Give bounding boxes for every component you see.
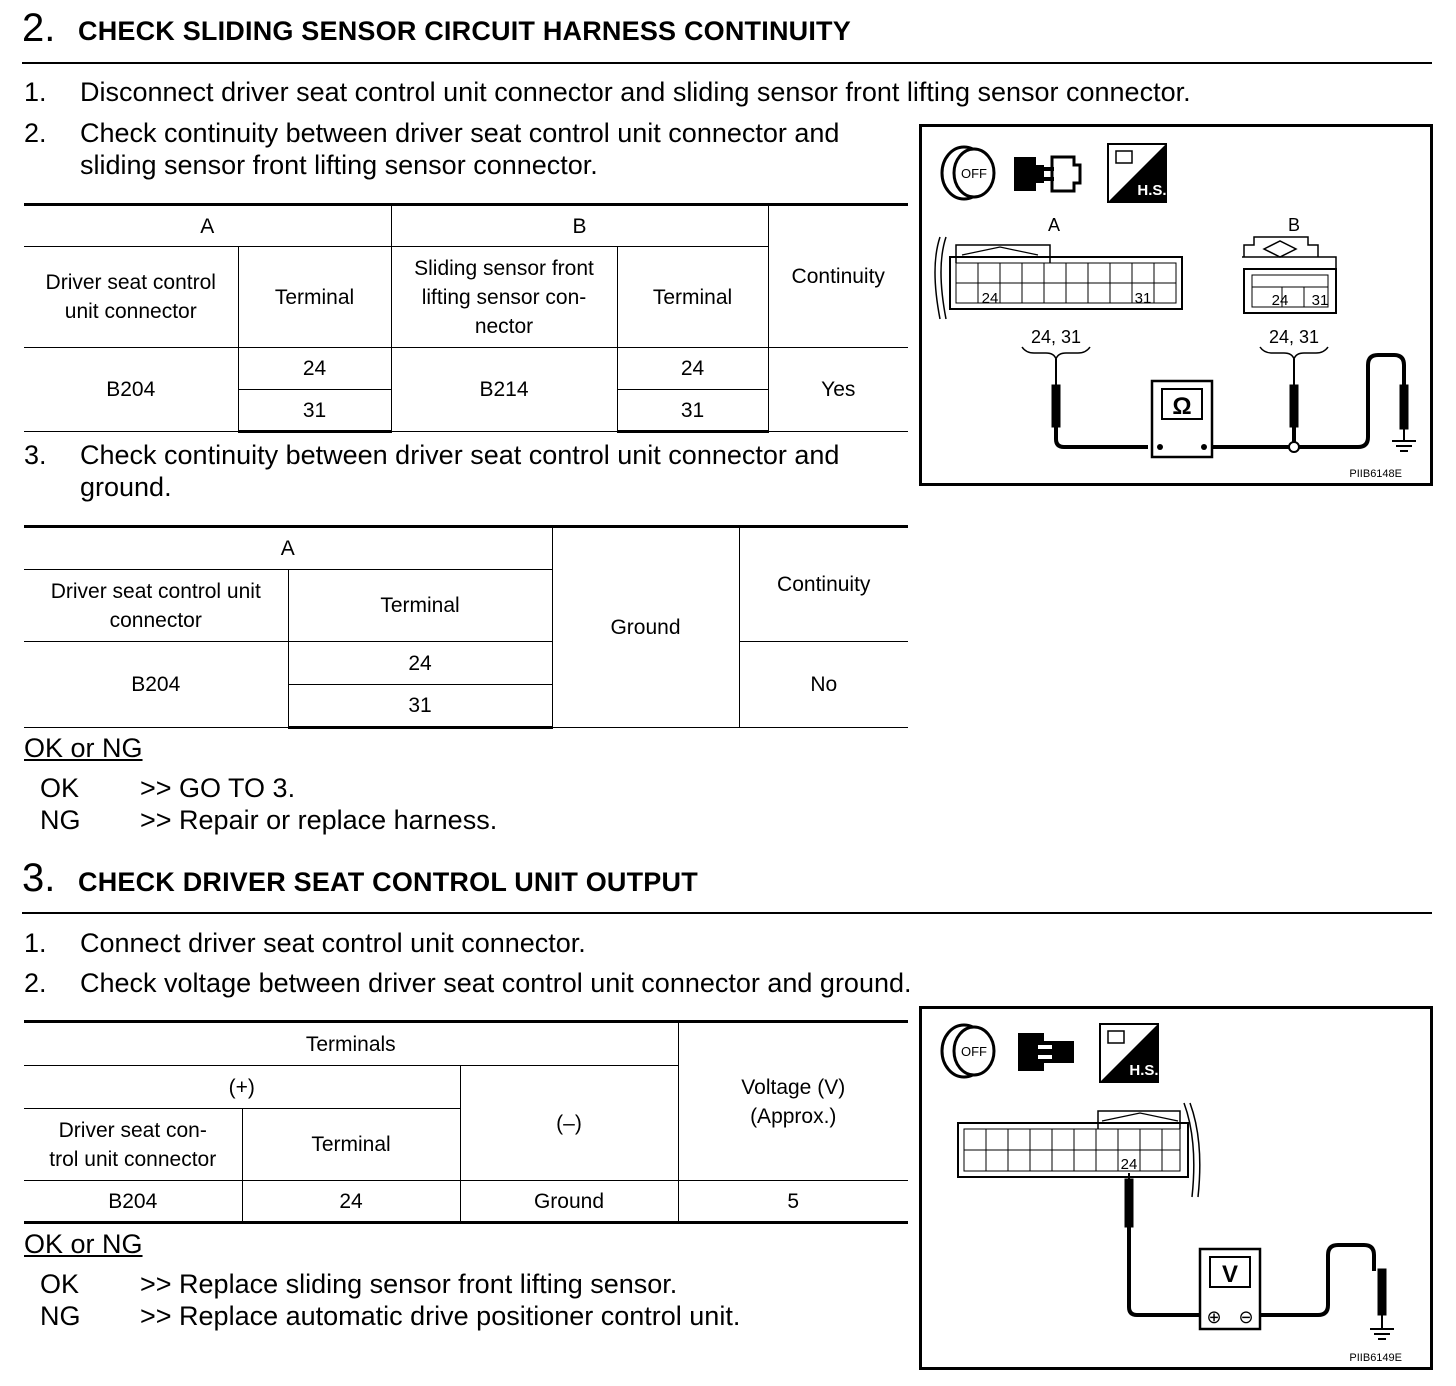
header-voltage: Voltage (V) (Approx.) <box>678 1022 908 1181</box>
harness-side-icon <box>1100 1024 1159 1082</box>
col-a-connector: Driver seat control unit connector <box>24 247 238 348</box>
item-number: 3. <box>24 440 47 470</box>
svg-text:24, 31: 24, 31 <box>1030 327 1082 347</box>
svg-text:24: 24 <box>1120 1156 1138 1173</box>
header-a: A <box>24 205 391 247</box>
item-text: Disconnect driver seat control unit connector and sliding sensor front lifting sensor connector. <box>80 77 1191 107</box>
cell-connector: B204 <box>24 642 288 728</box>
voltage-diagram <box>919 1006 1433 1370</box>
header-plus: (+) <box>24 1066 460 1109</box>
item-text: Connect driver seat control unit connector. <box>80 928 586 958</box>
step2-item-2 <box>24 117 914 181</box>
step2-item-1 <box>24 76 1424 108</box>
step3-divider <box>22 912 1432 914</box>
svg-text:H.S.: H.S. <box>1137 182 1167 199</box>
ignition-off-icon <box>942 147 994 199</box>
cell-terminal-2: 31 <box>288 685 552 728</box>
header-minus: (–) <box>460 1066 678 1181</box>
col-connector: Driver seat con- trol unit connector <box>24 1109 242 1181</box>
continuity-table-a-b <box>24 203 908 433</box>
continuity-table-ground <box>24 525 908 729</box>
step3-ok-text: >> Replace sliding sensor front lifting sensor. <box>140 1269 678 1299</box>
header-a: A <box>24 527 552 570</box>
step2-ng-text: >> Repair or replace harness. <box>140 805 498 835</box>
connector-a <box>935 237 1182 319</box>
col-terminal: Terminal <box>288 570 552 642</box>
cell-a-terminal-1: 24 <box>238 348 391 390</box>
col-b-connector: Sliding sensor front lifting sensor con- nector <box>391 247 617 348</box>
svg-text:OFF: OFF <box>961 166 987 181</box>
svg-text:31: 31 <box>1311 292 1329 309</box>
header-b: B <box>391 205 768 247</box>
step2-ng-label: NG <box>40 805 81 835</box>
svg-text:A: A <box>1047 215 1061 235</box>
step2-ok-or-ng: OK or NG <box>24 733 143 763</box>
svg-text:24, 31: 24, 31 <box>1268 327 1320 347</box>
step3-ng-text: >> Replace automatic drive positioner control unit. <box>140 1301 741 1331</box>
header-continuity: Continuity <box>739 527 908 642</box>
harness-side-icon <box>1108 144 1167 202</box>
item-text-line1: Check continuity between driver seat control unit connector and <box>80 118 840 148</box>
item-text: Check voltage between driver seat control unit connector and ground. <box>80 968 912 998</box>
connector-connected-icon <box>1018 1033 1074 1071</box>
step3-number: 3. <box>22 856 56 900</box>
item-text-line1: Check continuity between driver seat control unit connector and <box>80 440 840 470</box>
step2-number: 2. <box>22 6 56 50</box>
ohmmeter <box>1152 381 1212 457</box>
svg-text:B: B <box>1287 215 1301 235</box>
cell-minus: Ground <box>460 1181 678 1223</box>
header-terminals: Terminals <box>24 1022 678 1066</box>
svg-text:31: 31 <box>1134 290 1152 307</box>
svg-text:PIIB6148E: PIIB6148E <box>1349 468 1402 480</box>
step3-ok-label: OK <box>40 1269 80 1299</box>
col-b-terminal: Terminal <box>617 247 768 348</box>
step3-item-1 <box>24 927 1424 959</box>
item-number: 2. <box>24 118 47 148</box>
col-a-terminal: Terminal <box>238 247 391 348</box>
cell-b-terminal-2: 31 <box>617 390 768 432</box>
cell-connector: B204 <box>24 1181 242 1223</box>
header-continuity: Continuity <box>768 205 908 348</box>
step2-title: CHECK SLIDING SENSOR CIRCUIT HARNESS CONTINUITY <box>78 16 851 46</box>
svg-text:Ω: Ω <box>1172 393 1192 420</box>
cell-a-terminal-2: 31 <box>238 390 391 432</box>
svg-text:V: V <box>1221 1261 1239 1288</box>
item-number: 2. <box>24 968 47 998</box>
svg-text:H.S.: H.S. <box>1129 1062 1159 1079</box>
item-text-line2: sliding sensor front lifting sensor connector. <box>80 150 598 180</box>
continuity-diagram <box>919 124 1433 486</box>
step2-item-3 <box>24 439 914 503</box>
col-terminal: Terminal <box>242 1109 460 1181</box>
step3-ng-label: NG <box>40 1301 81 1331</box>
cell-a-connector: B204 <box>24 348 238 432</box>
cell-continuity: No <box>739 642 908 728</box>
cell-voltage: 5 <box>678 1181 908 1223</box>
step3-ok-or-ng: OK or NG <box>24 1229 143 1259</box>
svg-text:OFF: OFF <box>961 1044 987 1059</box>
header-ground: Ground <box>552 527 739 728</box>
item-number: 1. <box>24 77 47 107</box>
cell-continuity: Yes <box>768 348 908 432</box>
ignition-off-icon <box>942 1025 994 1077</box>
cell-b-connector: B214 <box>391 348 617 432</box>
svg-text:⊕: ⊕ <box>1206 1307 1222 1327</box>
item-text-line2: ground. <box>80 472 172 502</box>
svg-text:24: 24 <box>981 290 999 307</box>
svg-text:⊖: ⊖ <box>1238 1307 1254 1327</box>
voltage-table <box>24 1020 908 1224</box>
step3-title: CHECK DRIVER SEAT CONTROL UNIT OUTPUT <box>78 867 698 897</box>
svg-text:24: 24 <box>1271 292 1289 309</box>
step2-divider <box>22 62 1432 64</box>
step3-item-2 <box>24 967 1424 999</box>
connector <box>958 1103 1200 1197</box>
step2-ok-label: OK <box>40 773 80 803</box>
col-connector: Driver seat control unit connector <box>24 570 288 642</box>
cell-b-terminal-1: 24 <box>617 348 768 390</box>
svg-text:PIIB6149E: PIIB6149E <box>1349 1352 1402 1364</box>
cell-terminal-1: 24 <box>288 642 552 685</box>
step2-ok-text: >> GO TO 3. <box>140 773 296 803</box>
connector-b <box>1242 237 1336 313</box>
cell-terminal: 24 <box>242 1181 460 1223</box>
voltmeter <box>1200 1249 1260 1329</box>
connector-disconnect-icon <box>1014 157 1080 191</box>
item-number: 1. <box>24 928 47 958</box>
